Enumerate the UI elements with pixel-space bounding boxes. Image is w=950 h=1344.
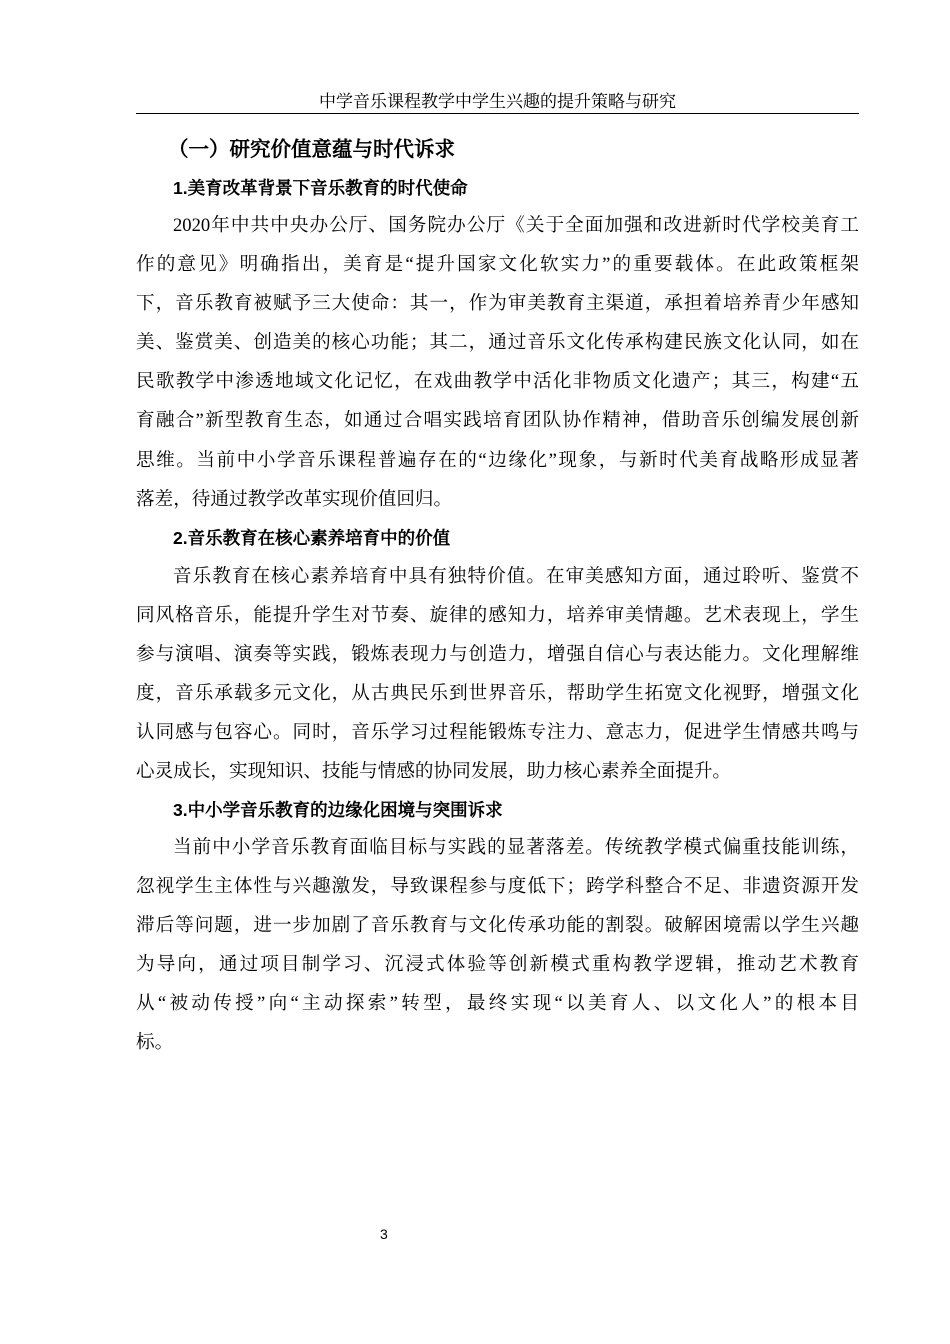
text-line: 忽视学生主体性与兴趣激发，导致课程参与度低下；跨学科整合不足、非遗资源开发 [136,876,859,898]
section-title: （一）研究价值意蕴与时代诉求 [168,138,455,161]
text-line: 同风格音乐，能提升学生对节奏、旋律的感知力，培养审美情趣。艺术表现上，学生 [136,605,859,627]
text-line: 从“被动传授”向“主动探索”转型，最终实现“以美育人、以文化人”的根本目 [136,993,859,1015]
subsection-title-1: 1.美育改革背景下音乐教育的时代使命 [173,178,468,198]
text-line: 标。 [136,1032,174,1054]
text-line: 落差，待通过教学改革实现价值回归。 [136,488,453,510]
text-line: 音乐教育在核心素养培育中具有独特价值。在审美感知方面，通过聆听、鉴赏不 [173,566,859,587]
subsection-title-2: 2.音乐教育在核心素养培育中的价值 [173,528,451,548]
text-line: 当前中小学音乐教育面临目标与实践的显著落差。传统教学模式偏重技能训练， [173,837,859,858]
text-line: 思维。当前中小学音乐课程普遍存在的“边缘化”现象，与新时代美育战略形成显著 [136,449,859,471]
text-line: 参与演唱、演奏等实践，锻炼表现力与创造力，增强自信心与表达能力。文化理解维 [136,644,859,666]
subsection-title-3: 3.中小学音乐教育的边缘化困境与突围诉求 [173,800,503,820]
running-header: 中学音乐课程教学中学生兴趣的提升策略与研究 [319,92,676,111]
paragraph-2 [136,557,859,792]
text-line: 心灵成长，实现知识、技能与情感的协同发展，助力核心素养全面提升。 [136,761,732,783]
text-line: 为导向，通过项目制学习、沉浸式体验等创新模式重构教学逻辑，推动艺术教育 [136,954,859,976]
text-line: 2020年中共中央办公厅、国务院办公厅《关于全面加强和改进新时代学校美育工 [173,215,859,236]
text-line: 作的意见》明确指出，美育是“提升国家文化软实力”的重要载体。在此政策框架 [136,254,859,276]
text-line: 育融合”新型教育生态，如通过合唱实践培育团队协作精神，借助音乐创编发展创新 [136,410,859,432]
header-rule [136,113,859,114]
text-line: 民歌教学中渗透地域文化记忆，在戏曲教学中活化非物质文化遗产；其三，构建“五 [136,371,859,393]
text-line: 下，音乐教育被赋予三大使命：其一，作为审美教育主渠道，承担着培养青少年感知 [136,293,859,315]
text-line: 滞后等问题，进一步加剧了音乐教育与文化传承功能的割裂。破解困境需以学生兴趣 [136,915,859,937]
page-number: 3 [380,1226,388,1242]
text-line: 认同感与包容心。同时，音乐学习过程能锻炼专注力、意志力，促进学生情感共鸣与 [136,722,859,744]
paragraph-3 [136,828,859,1063]
paragraph-1 [136,206,859,519]
text-line: 美、鉴赏美、创造美的核心功能；其二，通过音乐文化传承构建民族文化认同，如在 [136,332,859,354]
text-line: 度，音乐承载多元文化，从古典民乐到世界音乐，帮助学生拓宽文化视野，增强文化 [136,683,859,705]
